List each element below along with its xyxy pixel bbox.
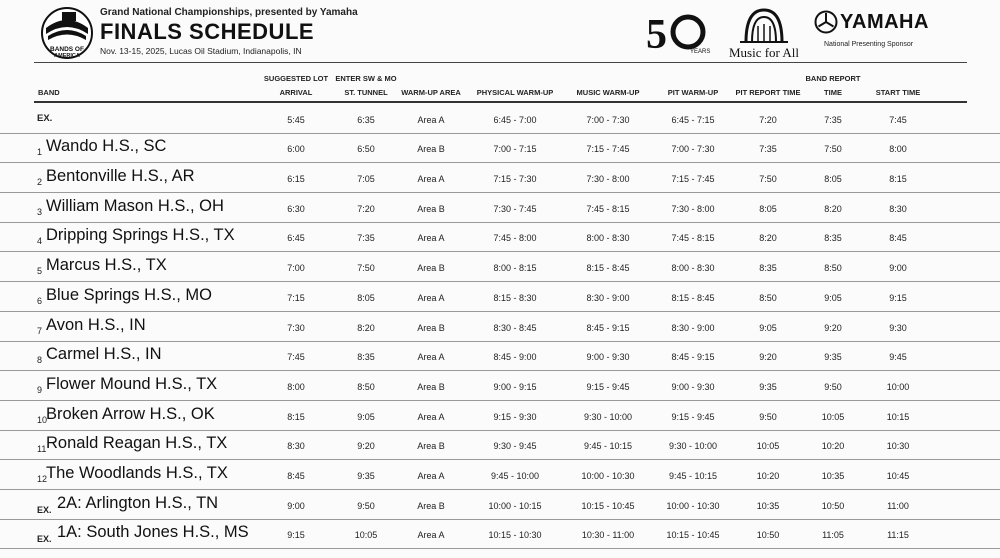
cell-tunnel: 9:05 (357, 411, 375, 422)
cell-physical: 7:45 - 8:00 (493, 233, 537, 244)
cell-band-report: 9:35 (824, 352, 842, 363)
cell-area: Area B (417, 500, 445, 511)
page-title: FINALS SCHEDULE (100, 19, 315, 44)
cell-pit-report: 10:05 (756, 441, 780, 452)
band-name: Blue Springs H.S., MO (46, 285, 212, 304)
event-date-location: Nov. 13-15, 2025, Lucas Oil Stadium, Indianapolis, IN (100, 46, 302, 56)
cell-pit-report: 9:05 (759, 322, 777, 333)
band-order-number: EX. (37, 504, 52, 515)
cell-tunnel: 10:05 (354, 530, 378, 541)
cell-start: 8:00 (889, 144, 907, 155)
table-row (0, 459, 1000, 490)
cell-physical: 8:45 - 9:00 (493, 352, 537, 363)
cell-pit-report: 10:20 (756, 471, 780, 482)
cell-lot: 6:45 (287, 233, 305, 244)
cell-lot: 9:15 (287, 530, 305, 541)
cell-start: 8:15 (889, 174, 907, 185)
cell-area: Area A (417, 530, 445, 541)
yamaha-tuning-fork-icon (814, 10, 838, 34)
cell-lot: 6:30 (287, 203, 305, 214)
cell-physical: 6:45 - 7:00 (493, 114, 537, 125)
cell-area: Area B (417, 322, 445, 333)
cell-music: 9:30 - 10:00 (583, 411, 633, 422)
cell-tunnel: 7:05 (357, 174, 375, 185)
table-row (0, 519, 1000, 550)
column-header-line: PIT WARM-UP (667, 88, 719, 97)
cell-area: Area B (417, 203, 445, 214)
table-row (0, 311, 1000, 342)
cell-pit: 10:00 - 10:30 (666, 500, 720, 511)
cell-physical: 10:00 - 10:15 (488, 500, 542, 511)
music-for-all-logo (724, 4, 804, 62)
svg-text:YEARS: YEARS (690, 49, 711, 55)
cell-pit-report: 9:20 (759, 352, 777, 363)
cell-start: 10:00 (886, 381, 910, 392)
column-header-line: ST. TUNNEL (344, 88, 388, 97)
table-row (0, 222, 1000, 253)
column-header-physical (470, 66, 560, 100)
cell-area: Area B (417, 441, 445, 452)
table-row (0, 430, 1000, 461)
header-subtitle: Grand National Championships, presented by Yamaha (100, 7, 358, 18)
cell-pit-report: 8:35 (759, 263, 777, 274)
cell-pit: 9:45 - 10:15 (668, 471, 718, 482)
band-order-number: 4 (37, 236, 43, 247)
cell-tunnel: 8:05 (357, 292, 375, 303)
cell-music: 10:00 - 10:30 (581, 471, 635, 482)
cell-start: 10:30 (886, 441, 910, 452)
band-name: Ronald Reagan H.S., TX (46, 434, 228, 453)
cell-pit: 9:15 - 9:45 (671, 411, 715, 422)
column-header-line: PHYSICAL WARM-UP (476, 88, 554, 97)
svg-text:AMERICA: AMERICA (54, 53, 80, 59)
cell-music: 7:15 - 7:45 (586, 144, 630, 155)
cell-pit: 9:00 - 9:30 (671, 381, 715, 392)
cell-lot: 8:15 (287, 411, 305, 422)
cell-tunnel: 8:35 (357, 352, 375, 363)
fifty-years-logo (644, 8, 714, 56)
table-row (0, 489, 1000, 520)
column-header-line: ARRIVAL (279, 88, 313, 97)
cell-pit: 10:15 - 10:45 (666, 530, 720, 541)
table-row (0, 370, 1000, 401)
cell-music: 9:00 - 9:30 (586, 352, 630, 363)
table-row (0, 252, 1000, 283)
band-order-number: 1 (37, 147, 43, 158)
cell-pit-report: 8:50 (759, 292, 777, 303)
cell-start: 9:45 (889, 352, 907, 363)
cell-physical: 9:30 - 9:45 (493, 441, 537, 452)
cell-start: 10:45 (886, 471, 910, 482)
cell-lot: 7:15 (287, 292, 305, 303)
cell-pit: 9:30 - 10:00 (668, 441, 718, 452)
cell-lot: 8:30 (287, 441, 305, 452)
cell-start: 11:15 (887, 530, 909, 541)
cell-band-report: 7:35 (824, 114, 842, 125)
cell-tunnel: 9:50 (357, 500, 375, 511)
cell-lot: 7:30 (287, 322, 305, 333)
column-header-start (853, 66, 943, 100)
cell-band-report: 8:20 (824, 203, 842, 214)
music-for-all-text: Music for All (728, 45, 800, 60)
cell-pit-report: 9:50 (759, 411, 777, 422)
cell-music: 8:00 - 8:30 (586, 233, 630, 244)
cell-physical: 9:45 - 10:00 (490, 471, 540, 482)
cell-band-report: 7:50 (824, 144, 842, 155)
band-order-number: 3 (37, 206, 43, 217)
column-header-line: PIT REPORT TIME (735, 88, 801, 97)
cell-tunnel: 8:20 (357, 322, 375, 333)
band-order-number: 6 (37, 295, 43, 306)
band-order-number: EX. (37, 112, 53, 124)
cell-pit: 8:15 - 8:45 (671, 292, 715, 303)
column-header-music (563, 66, 653, 100)
cell-lot: 6:00 (287, 144, 305, 155)
cell-physical: 9:00 - 9:15 (493, 381, 537, 392)
bands-of-america-logo (40, 6, 94, 60)
cell-start: 9:15 (889, 292, 907, 303)
band-name: Broken Arrow H.S., OK (46, 404, 215, 423)
cell-start: 8:30 (889, 203, 907, 214)
cell-area: Area B (417, 263, 445, 274)
table-row (0, 192, 1000, 223)
cell-band-report: 10:50 (821, 500, 845, 511)
cell-tunnel: 7:50 (357, 263, 375, 274)
column-header-line: BAND (38, 88, 60, 97)
column-header-line: BAND REPORT (805, 74, 861, 83)
band-name: 1A: South Jones H.S., MS (57, 523, 249, 542)
cell-pit-report: 8:05 (759, 203, 777, 214)
cell-music: 8:15 - 8:45 (586, 263, 630, 274)
cell-band-report: 9:20 (824, 322, 842, 333)
column-header-area (386, 66, 476, 100)
cell-physical: 7:15 - 7:30 (493, 174, 537, 185)
table-row (0, 133, 1000, 164)
cell-pit: 7:15 - 7:45 (671, 174, 715, 185)
cell-physical: 10:15 - 10:30 (488, 530, 542, 541)
cell-start: 10:15 (886, 411, 910, 422)
cell-tunnel: 9:35 (357, 471, 375, 482)
cell-physical: 8:00 - 8:15 (493, 263, 537, 274)
column-header-line: TIME (824, 88, 842, 97)
cell-area: Area A (417, 352, 445, 363)
table-row (0, 400, 1000, 431)
cell-tunnel: 7:20 (357, 203, 375, 214)
cell-band-report: 10:20 (821, 441, 845, 452)
band-order-number: 5 (37, 266, 43, 277)
band-order-number: 12 (37, 474, 48, 485)
band-name: William Mason H.S., OH (46, 196, 224, 215)
cell-physical: 8:15 - 8:30 (493, 292, 537, 303)
cell-pit-report: 10:50 (756, 530, 780, 541)
band-order-number: 7 (37, 325, 43, 336)
table-header (0, 66, 1000, 102)
cell-band-report: 8:05 (824, 174, 842, 185)
column-header-line: SUGGESTED LOT (263, 74, 329, 83)
cell-band-report: 11:05 (822, 530, 844, 541)
cell-area: Area B (417, 144, 445, 155)
cell-pit-report: 7:20 (759, 114, 777, 125)
cell-tunnel: 8:50 (357, 381, 375, 392)
table-row (0, 341, 1000, 372)
cell-area: Area A (417, 292, 445, 303)
band-name: Flower Mound H.S., TX (46, 374, 218, 393)
band-order-number: 9 (37, 384, 43, 395)
cell-pit: 8:45 - 9:15 (671, 352, 715, 363)
cell-area: Area A (417, 411, 445, 422)
table-row (0, 281, 1000, 312)
cell-tunnel: 6:35 (357, 114, 375, 125)
band-name: Marcus H.S., TX (46, 256, 167, 275)
cell-physical: 9:15 - 9:30 (493, 411, 537, 422)
cell-start: 11:00 (887, 500, 909, 511)
cell-area: Area A (417, 471, 445, 482)
cell-music: 8:30 - 9:00 (586, 292, 630, 303)
cell-lot: 6:15 (287, 174, 305, 185)
cell-band-report: 9:50 (824, 381, 842, 392)
yamaha-logo (814, 10, 954, 54)
cell-band-report: 8:50 (824, 263, 842, 274)
cell-pit: 7:00 - 7:30 (671, 144, 715, 155)
yamaha-sponsor-caption: National Presenting Sponsor (824, 41, 914, 48)
column-header-line: START TIME (875, 88, 921, 97)
band-name: 2A: Arlington H.S., TN (57, 493, 219, 512)
cell-lot: 8:00 (287, 381, 305, 392)
svg-text:BANDS OF: BANDS OF (50, 46, 84, 53)
cell-area: Area A (417, 174, 445, 185)
svg-text:5: 5 (646, 12, 667, 56)
cell-pit: 7:30 - 8:00 (671, 203, 715, 214)
band-order-number: 10 (37, 414, 48, 425)
cell-music: 7:00 - 7:30 (586, 114, 630, 125)
yamaha-wordmark: YAMAHA (840, 11, 929, 33)
band-order-number: EX. (37, 534, 52, 545)
cell-start: 9:30 (889, 322, 907, 333)
band-name: Avon H.S., IN (46, 315, 146, 334)
table-row (0, 103, 1000, 134)
cell-lot: 7:00 (287, 263, 305, 274)
cell-start: 8:45 (889, 233, 907, 244)
cell-area: Area A (417, 114, 445, 125)
cell-physical: 7:00 - 7:15 (493, 144, 537, 155)
band-name: Carmel H.S., IN (46, 345, 162, 364)
cell-music: 10:15 - 10:45 (581, 500, 635, 511)
cell-physical: 7:30 - 7:45 (493, 203, 537, 214)
cell-start: 7:45 (889, 114, 907, 125)
cell-pit-report: 7:50 (759, 174, 777, 185)
band-name: Dripping Springs H.S., TX (46, 226, 235, 245)
column-header-line: ENTER SW & MO (335, 74, 397, 83)
music-for-all-icon (724, 4, 804, 46)
cell-pit: 8:00 - 8:30 (671, 263, 715, 274)
cell-tunnel: 6:50 (357, 144, 375, 155)
band-name: The Woodlands H.S., TX (46, 464, 228, 483)
cell-music: 9:45 - 10:15 (583, 441, 633, 452)
column-header-line: MUSIC WARM-UP (576, 88, 640, 97)
cell-tunnel: 7:35 (357, 233, 375, 244)
cell-pit: 8:30 - 9:00 (671, 322, 715, 333)
cell-pit-report: 8:20 (759, 233, 777, 244)
cell-lot: 5:45 (287, 114, 305, 125)
band-order-number: 11 (37, 444, 47, 455)
cell-area: Area B (417, 381, 445, 392)
cell-lot: 8:45 (287, 471, 305, 482)
cell-pit: 7:45 - 8:15 (671, 233, 715, 244)
cell-band-report: 9:05 (824, 292, 842, 303)
band-name: Bentonville H.S., AR (46, 167, 195, 186)
cell-band-report: 10:05 (821, 411, 845, 422)
cell-pit-report: 7:35 (759, 144, 777, 155)
cell-pit-report: 9:35 (759, 381, 777, 392)
cell-music: 10:30 - 11:00 (581, 530, 635, 541)
cell-tunnel: 9:20 (357, 441, 375, 452)
cell-music: 7:45 - 8:15 (586, 203, 630, 214)
band-name: Wando H.S., SC (46, 137, 167, 156)
cell-music: 7:30 - 8:00 (586, 174, 630, 185)
column-header-line: WARM-UP AREA (401, 88, 461, 97)
cell-lot: 7:45 (287, 352, 305, 363)
cell-band-report: 10:35 (821, 471, 845, 482)
cell-pit: 6:45 - 7:15 (671, 114, 715, 125)
cell-lot: 9:00 (287, 500, 305, 511)
cell-pit-report: 10:35 (756, 500, 780, 511)
band-order-number: 8 (37, 355, 43, 366)
cell-physical: 8:30 - 8:45 (493, 322, 537, 333)
cell-start: 9:00 (889, 263, 907, 274)
cell-area: Area A (417, 233, 445, 244)
cell-band-report: 8:35 (824, 233, 842, 244)
cell-music: 9:15 - 9:45 (586, 381, 630, 392)
column-header-band (38, 66, 60, 100)
header-divider (34, 62, 967, 63)
table-row (0, 162, 1000, 193)
band-order-number: 2 (37, 177, 43, 188)
cell-music: 8:45 - 9:15 (586, 322, 630, 333)
